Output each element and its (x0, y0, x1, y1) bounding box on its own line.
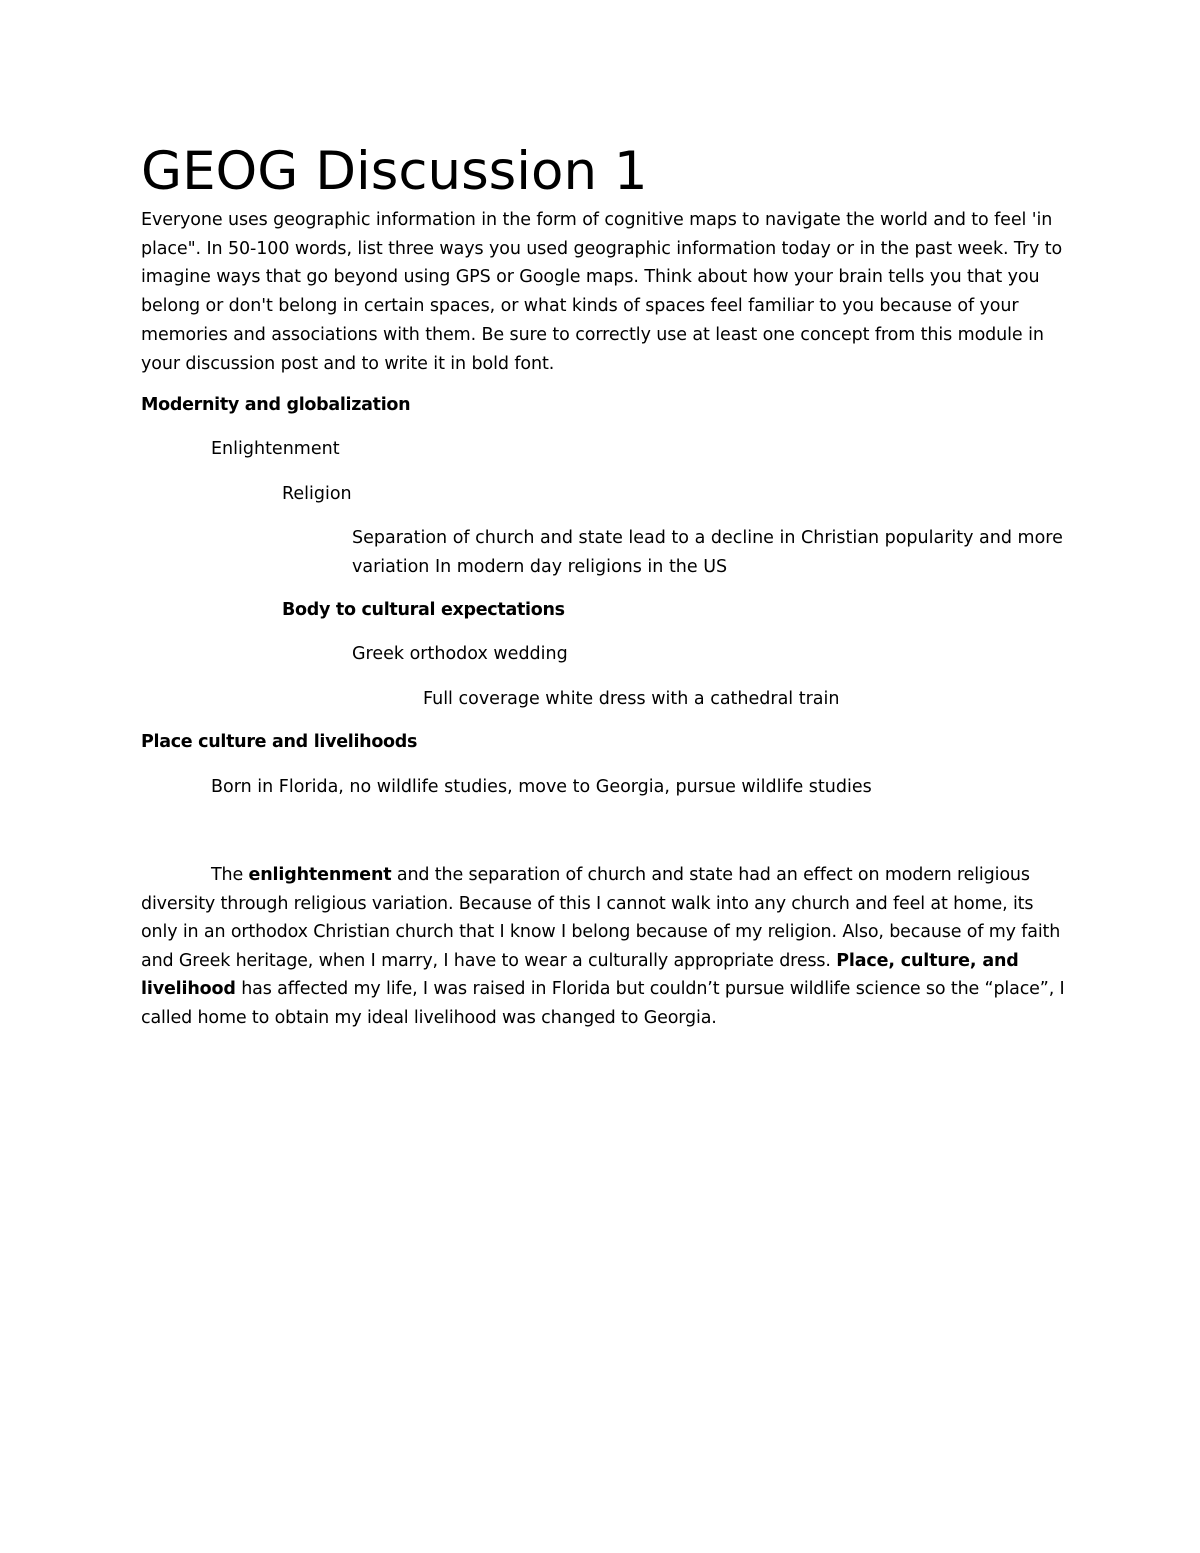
outline-item-religion: Religion (282, 484, 352, 504)
essay-text-3: has affected my life, I was raised in Florida but couldn’t pursue wildlife science so the “place”, I called home to obtain my ideal livelihood was changed to Georgia. (141, 979, 1065, 1028)
outline-item-enlightenment: Enlightenment (211, 439, 340, 459)
outline-item-separation: Separation of church and state lead to a decline in Christian popularity and more variation In modern day religions in the US (352, 528, 1063, 577)
essay-paragraph (141, 861, 1066, 1032)
essay-bold-concept-enlightenment: enlightenment (248, 865, 392, 885)
essay-text-2: and the separation of church and state had an effect on modern religious diversity through religious variation. Because of this I cannot walk into any church and feel at home, its only in an orthodox Christian church that I know I belong because of my religion. Also, because of my faith and Greek heritage, when I marry, I have to wear a culturally appropriate dress. (141, 865, 1061, 971)
discussion-prompt: Everyone uses geographic information in the form of cognitive maps to navigate the world and to feel 'in place". In 50-100 words, list three ways you used geographic information today or in the past week. Try to imagine ways that go beyond using GPS or Google maps. Think about how your brain tells you that you belong or don't belong in certain spaces, or what kinds of spaces feel familiar to you because of your memories and associations with them. Be sure to correctly use at least one concept from this module in your discussion post and to write it in bold font. (141, 210, 1063, 374)
outline-heading-body: Body to cultural expectations (282, 600, 565, 620)
outline-item-wedding: Greek orthodox wedding (352, 644, 568, 664)
essay-bold-concept-place: Place, culture, and livelihood (141, 950, 1019, 999)
essay-text-1: The (211, 865, 249, 885)
outline-heading-place: Place culture and livelihoods (141, 732, 418, 752)
outline-item-florida: Born in Florida, no wildlife studies, move to Georgia, pursue wildlife studies (211, 777, 872, 797)
document-title: GEOG Discussion 1 (141, 141, 648, 202)
outline-heading-modernity: Modernity and globalization (141, 395, 411, 415)
outline-item-dress: Full coverage white dress with a cathedral train (423, 689, 840, 709)
